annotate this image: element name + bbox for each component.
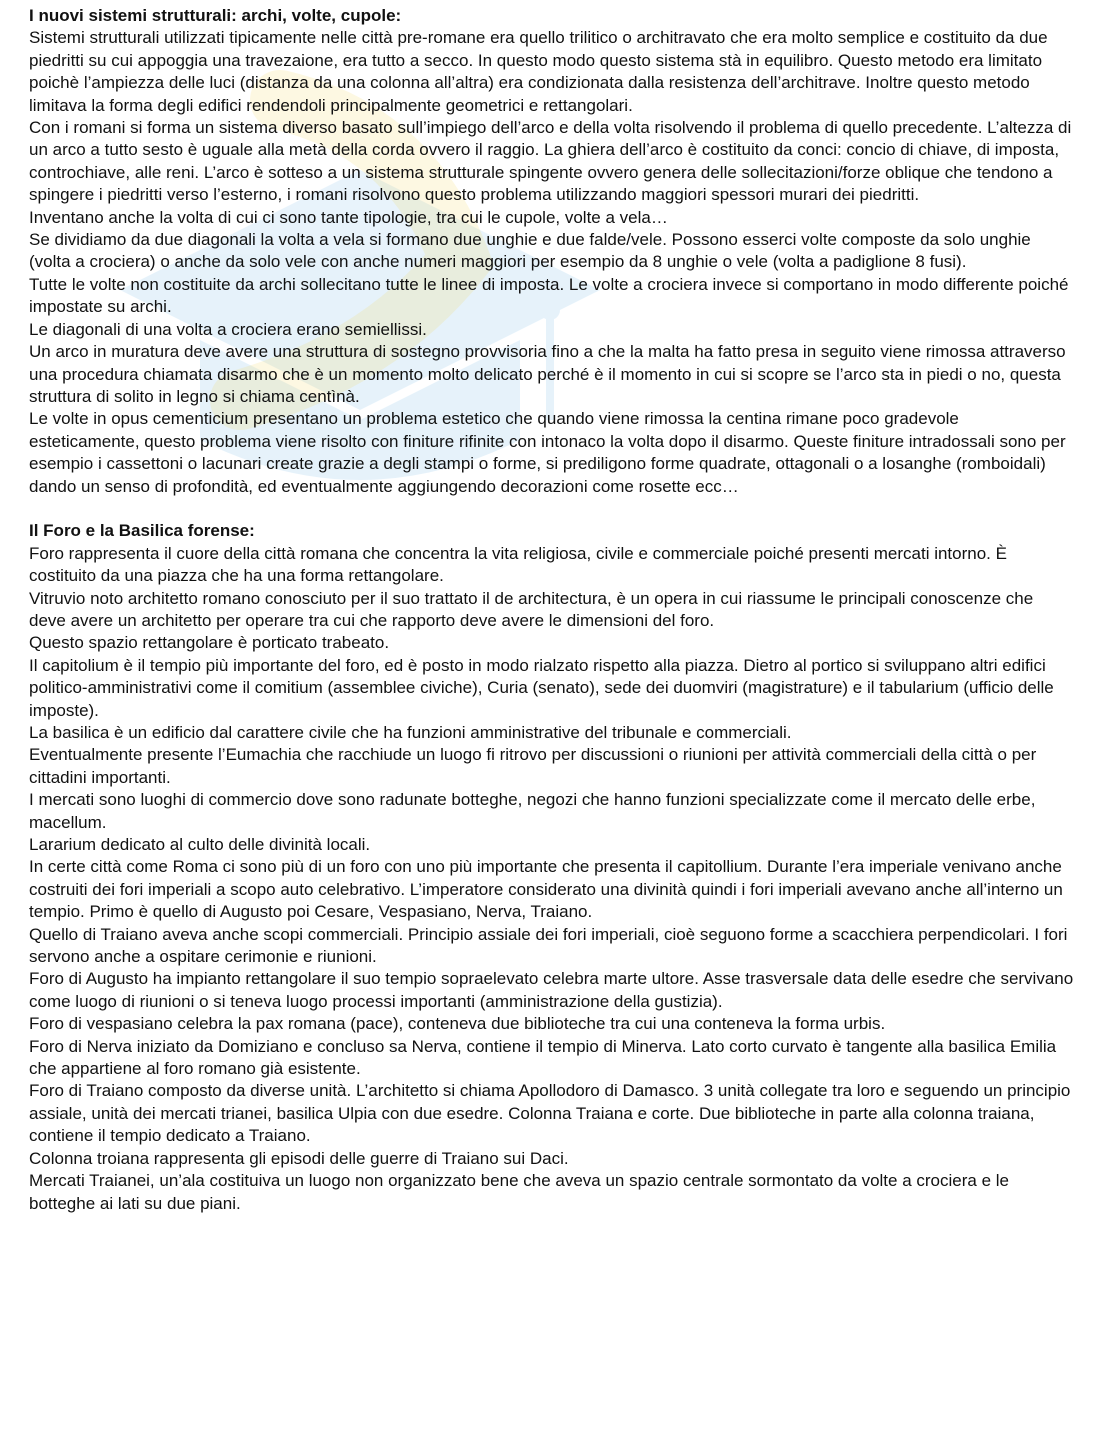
paragraph: Eventualmente presente l’Eumachia che racchiude un luogo fi ritrovo per discussioni o riunioni per attività commerciali della città o per cittadini importanti. <box>29 745 1037 787</box>
paragraph: Il capitolium è il tempio più importante del foro, ed è posto in modo rialzato rispetto alla piazza. Dietro al portico si sviluppano altri edifici politico-amministrativi come il comitium (assemblee civiche), Curia (senato), sede dei duomviri (magistrature) e il tabularium (ufficio delle imposte). <box>29 655 1054 720</box>
paragraph: Vitruvio noto architetto romano conosciuto per il suo trattato il de architectura, è un opera in cui riassume le principali conoscenze che deve avere un architetto per operare tra cui che rapporto deve avere le dimensioni del foro. <box>29 588 1034 630</box>
paragraph: Inventano anche la volta di cui ci sono tante tipologie, tra cui le cupole, volte a vela… <box>29 207 668 227</box>
paragraph: Sistemi strutturali utilizzati tipicamente nelle città pre-romane era quello trilitico o architravato che era molto semplice e costituito da due piedritti su cui appoggia una travezaione, era tutto a secco. In questo modo questo sistema stà in equilibro. Questo metodo era limitato poichè l’ampiezza delle luci (distanza da una colonna all’altra) era condizionata dalla resistenza dell’architrave. Inoltre questo metodo limitava la forma degli edifici rendendoli principalmente geometrici e rettangolari. <box>29 28 1048 115</box>
paragraph: Foro di Traiano composto da diverse unità. L’architetto si chiama Apollodoro di Damasco. 3 unità collegate tra loro e seguendo un principio assiale, unità dei mercati trianei, basilica Ulpia con due esedre. Colonna Traiana e corte. Due biblioteche in parte alla colonna traiana, contiene il tempio dedicato a Traiano. <box>29 1081 1071 1146</box>
paragraph: Colonna troiana rappresenta gli episodi delle guerre di Traiano sui Daci. <box>29 1148 569 1168</box>
paragraph: Quello di Traiano aveva anche scopi commerciali. Principio assiale dei fori imperiali, cioè seguono forme a scacchiera perpendicolari. I fori servono anche a ospitare cerimonie e riunioni. <box>29 924 1068 967</box>
paragraph: La basilica è un edificio dal carattere civile che ha funzioni amministrative del tribunale e commerciali. <box>29 722 792 742</box>
paragraph: Foro di Augusto ha impianto rettangolare il suo tempio sopraelevato celebra marte ultore. Asse trasversale data delle esedre che servivano come luogo di riunioni o si teneva luogo processi importanti (amministrazione della gustizia). <box>29 969 1074 1011</box>
section-title: Il Foro e la Basilica forense: <box>29 521 255 541</box>
paragraph: I mercati sono luoghi di commercio dove sono radunate botteghe, negozi che hanno funzioni specializzate come il mercato delle erbe, macellum. <box>29 790 1036 832</box>
paragraph: In certe città come Roma ci sono più di un foro con uno più importante che presenta il capitollium. Durante l’era imperiale venivano anche costruiti dei fori imperiali a scopo auto celebrativo. L’imperatore considerato una divinità quindi i fori imperiali avevano anche all’interno un tempio. Primo è quello di Augusto poi Cesare, Vespasiano, Nerva, Traiano. <box>29 857 1063 922</box>
section-gap <box>29 498 1074 520</box>
paragraph: Un arco in muratura deve avere una struttura di sostegno provvisoria fino a che la malta ha fatto presa in seguito viene rimossa attraverso una procedura chiamata disarmo che è un momento molto delicato perché è il momento in cui si scopre se l’arco sta in piedi o no, questa struttura di solito in legno si chiama centìnà. <box>29 342 1066 406</box>
paragraph: Le volte in opus cementicium presentano un problema estetico che quando viene rimossa la centina rimane poco gradevole esteticamente, questo problema viene risolto con finiture rifinite con intonaco la volta dopo il disarmo. Queste finiture intradossali sono per esempio i cassettoni o lacunari create grazie a degli stampi o forme, si prediligono forme quadrate, ottagonali o a losanghe (romboidali) dando un senso di profondità, ed eventualmente aggiungendo decorazioni come rosette ecc… <box>29 409 1066 496</box>
paragraph: Con i romani si forma un sistema diverso basato sull’impiego dell’arco e della volta risolvendo il problema di quello precedente. L’altezza di un arco a tutto sesto è uguale alla metà della corda ovvero il raggio. La ghiera dell’arco è costituito da conci: concio di chiave, di imposta, controchiave, alle reni. L’arco è sotteso a un sistema strutturale spingente ovvero genera delle sollecitazioni/forze oblique che tendono a spingere i piedritti verso l’esterno, i romani risolvono questo problema utilizzando maggiori spessori murari dei piedritti. <box>29 118 1072 205</box>
paragraph: Se dividiamo da due diagonali la volta a vela si formano due unghie e due falde/vele. Possono esserci volte composte da solo unghie (volta a crociera) o anche da solo vele con anche numeri maggiori per esempio da 8 unghie o vele (volta a padiglione 8 fusi). <box>29 230 1031 272</box>
paragraph: Mercati Traianei, un’ala costituiva un luogo non organizzato bene che aveva un spazio centrale sormontato da volte a crociera e le botteghe ai lati su due piani. <box>29 1171 1009 1213</box>
paragraph: Questo spazio rettangolare è porticato trabeato. <box>29 633 390 653</box>
section-title: I nuovi sistemi strutturali: archi, volte, cupole: <box>29 6 402 25</box>
document-page <box>29 5 1074 1215</box>
paragraph: Lararium dedicato al culto delle divinità locali. <box>29 835 371 855</box>
paragraph: Tutte le volte non costituite da archi sollecitano tutte le linee di imposta. Le volte a crociera invece si comportano in modo differente poiché impostate su archi. <box>29 274 1069 317</box>
paragraph: Foro di Nerva iniziato da Domiziano e concluso sa Nerva, contiene il tempio di Minerva. Lato corto curvato è tangente alla basilica Emilia che appartiene al foro romano già esistente. <box>29 1036 1057 1079</box>
paragraph: Foro di vespasiano celebra la pax romana (pace), conteneva due biblioteche tra cui una conteneva la forma urbis. <box>29 1014 886 1034</box>
paragraph: Foro rappresenta il cuore della città romana che concentra la vita religiosa, civile e commerciale poiché presenti mercati intorno. È costituito da una piazza che ha una forma rettangolare. <box>29 543 1007 586</box>
paragraph: Le diagonali di una volta a crociera erano semiellissi. <box>29 319 427 339</box>
